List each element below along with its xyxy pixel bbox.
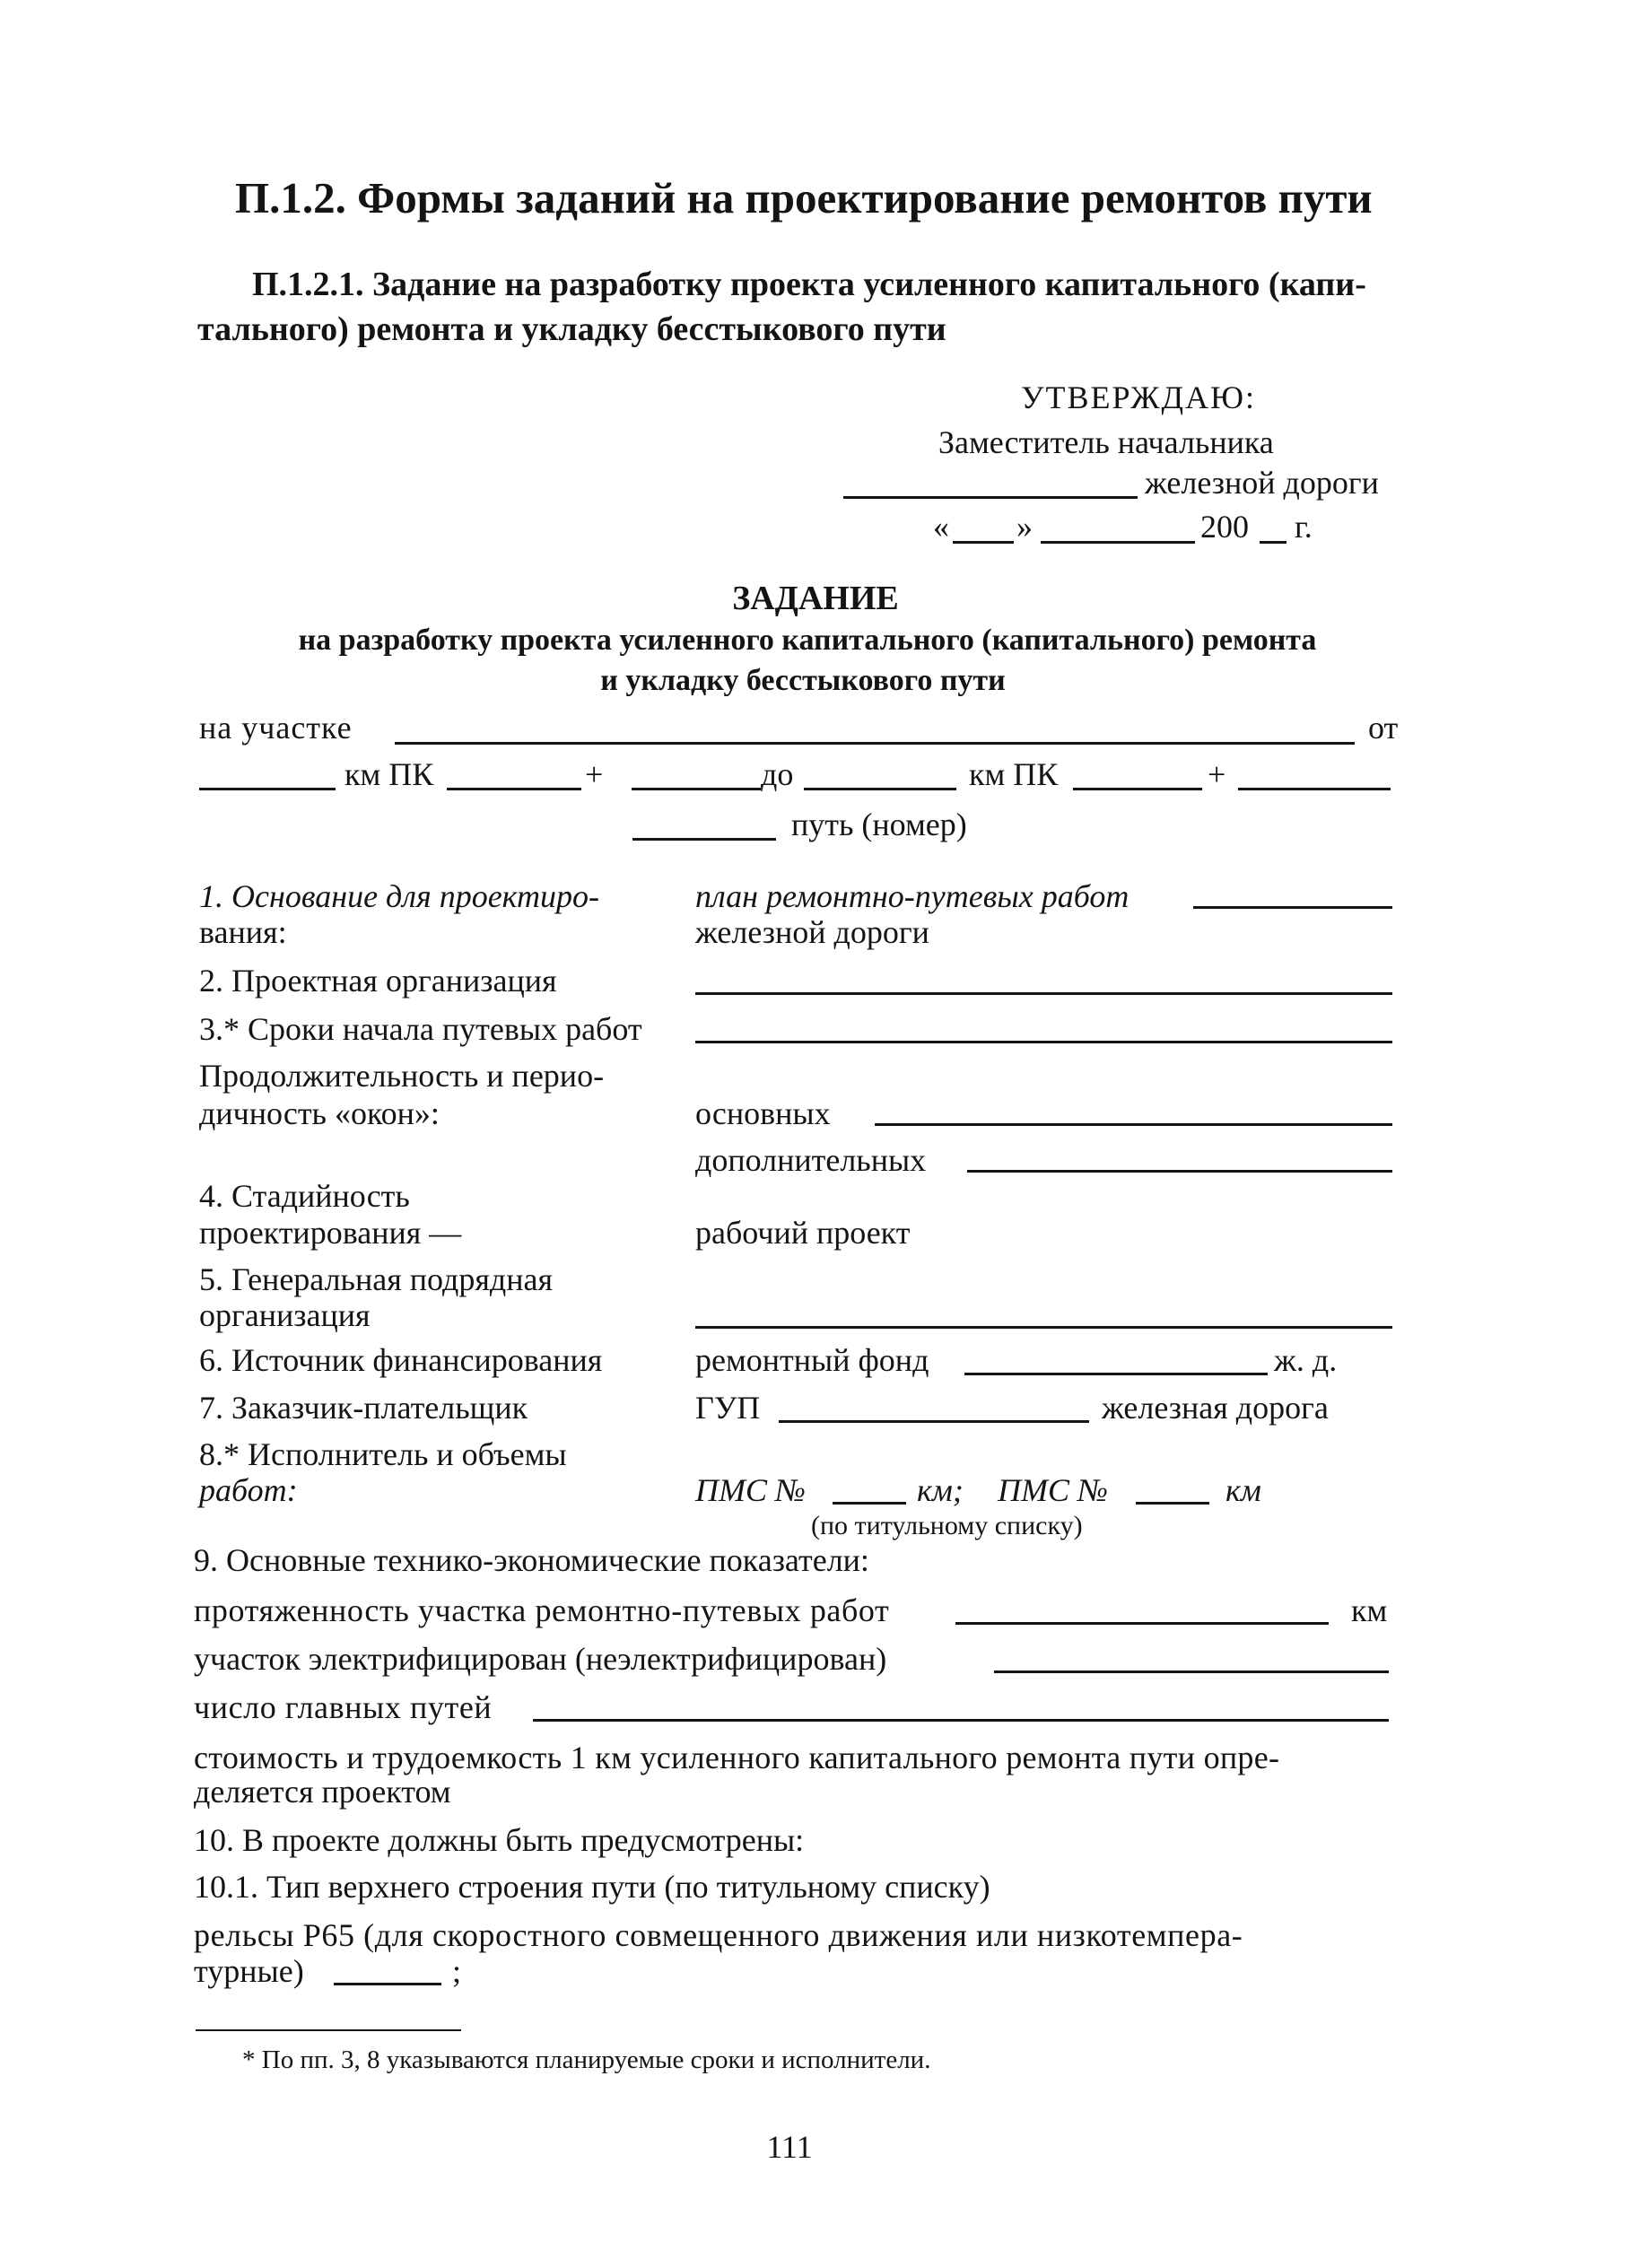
page-number: 111 bbox=[766, 2129, 813, 2165]
provisions-rails-2: турные) bbox=[194, 1953, 304, 1989]
item-5-label-2: организация bbox=[199, 1297, 371, 1333]
indicators-tracks-blank bbox=[533, 1719, 1389, 1722]
approval-month-blank bbox=[1041, 541, 1195, 544]
approval-title: УТВЕРЖДАЮ: bbox=[1021, 379, 1257, 415]
task-subtitle-2: и укладку бесстыкового пути bbox=[600, 664, 1006, 697]
item-3-label: 3.* Сроки начала путевых работ bbox=[199, 1011, 642, 1047]
item-8-pms-1-blank bbox=[833, 1502, 906, 1505]
approval-day-blank bbox=[953, 541, 1014, 544]
item-5-label-1: 5. Генеральная подрядная bbox=[199, 1261, 553, 1297]
section-title: П.1.2. Формы заданий на проектирование ремонтов пути bbox=[235, 173, 1373, 222]
approval-year-blank bbox=[1260, 541, 1286, 544]
provisions-rails-blank bbox=[334, 1983, 441, 1985]
indicators-electrified-blank bbox=[994, 1670, 1389, 1673]
subsection-title-line-1: П.1.2.1. Задание на разработку проекта усиленного капитального (капи- bbox=[252, 266, 1366, 303]
to-pk-blank bbox=[1073, 788, 1202, 790]
item-2-blank bbox=[695, 992, 1392, 995]
from-plus-blank bbox=[632, 788, 761, 790]
duration-label-2: дичность «окон»: bbox=[199, 1095, 440, 1131]
duration-extra-blank bbox=[967, 1170, 1392, 1173]
approval-quote-close: » bbox=[1016, 509, 1033, 545]
item-6-blank bbox=[964, 1373, 1268, 1375]
indicators-cost-2: деляется проектом bbox=[194, 1774, 451, 1810]
from-km-blank bbox=[199, 788, 336, 790]
track-label: путь (номер) bbox=[791, 807, 967, 842]
provisions-rails-end: ; bbox=[452, 1953, 462, 1989]
provisions-rails-1: рельсы Р65 (для скоростного совмещенного движения или низкотемпера- bbox=[194, 1917, 1243, 1953]
item-5-blank bbox=[695, 1326, 1392, 1329]
item-8-pms-1: ПМС № bbox=[695, 1472, 806, 1508]
indicators-length-blank bbox=[955, 1622, 1329, 1625]
item-6-value: ремонтный фонд bbox=[695, 1342, 929, 1378]
item-8-pms-2-blank bbox=[1136, 1502, 1209, 1505]
approval-position: Заместитель начальника bbox=[938, 424, 1274, 460]
approval-railway-blank bbox=[843, 496, 1138, 499]
approval-railway: железной дороги bbox=[1145, 465, 1379, 501]
indicators-length-unit: км bbox=[1351, 1592, 1388, 1628]
item-3-blank bbox=[695, 1041, 1392, 1043]
duration-extra-label: дополнительных bbox=[695, 1142, 927, 1178]
subsection-title-line-2: тального) ремонта и укладку бесстыкового пути bbox=[197, 310, 946, 348]
item-4-label-2: проектирования — bbox=[199, 1215, 462, 1251]
location-label: на участке bbox=[199, 710, 353, 746]
item-4-value: рабочий проект bbox=[695, 1215, 911, 1251]
footnote: * По пп. 3, 8 указываются планируемые сроки и исполнители. bbox=[242, 2046, 931, 2074]
item-7-value: ГУП bbox=[695, 1390, 761, 1426]
from-pk-blank bbox=[447, 788, 581, 790]
approval-quote-open: « bbox=[933, 509, 949, 545]
item-8-km-2: км bbox=[1225, 1472, 1261, 1508]
item-8-pms-2: ПМС № bbox=[998, 1472, 1108, 1508]
item-1-label-1: 1. Основание для проектиро- bbox=[199, 878, 600, 914]
duration-main-blank bbox=[875, 1123, 1392, 1126]
item-7-suffix: железная дорога bbox=[1102, 1390, 1329, 1426]
item-1-value-2: железной дороги bbox=[695, 914, 929, 950]
duration-label-1: Продолжительность и перио- bbox=[199, 1058, 605, 1094]
indicators-electrified: участок электрифицирован (неэлектрифицирован) bbox=[194, 1641, 887, 1677]
task-subtitle-1: на разработку проекта усиленного капитального (капитального) ремонта bbox=[298, 624, 1317, 657]
item-1-value-1: план ремонтно-путевых работ bbox=[695, 878, 1129, 914]
item-6-label: 6. Источник финансирования bbox=[199, 1342, 603, 1378]
item-8-km-1: км; bbox=[917, 1472, 964, 1508]
item-7-label: 7. Заказчик-плательщик bbox=[199, 1390, 528, 1426]
track-number-blank bbox=[632, 838, 776, 841]
item-2-label: 2. Проектная организация bbox=[199, 963, 557, 999]
to-label: до bbox=[761, 756, 794, 792]
from-km-pk: км ПК bbox=[345, 756, 434, 792]
to-km-pk: км ПК bbox=[969, 756, 1059, 792]
provisions-sub-1: 10.1. Тип верхнего строения пути (по титульному списку) bbox=[194, 1869, 990, 1905]
indicators-cost-1: стоимость и трудоемкость 1 км усиленного капитального ремонта пути опре- bbox=[194, 1740, 1280, 1775]
to-plus: + bbox=[1208, 756, 1226, 792]
item-8-label-2: работ: bbox=[199, 1472, 298, 1508]
duration-main-label: основных bbox=[695, 1095, 831, 1131]
item-1-blank bbox=[1193, 906, 1392, 909]
item-8-label-1: 8.* Исполнитель и объемы bbox=[199, 1436, 567, 1472]
item-4-label-1: 4. Стадийность bbox=[199, 1178, 410, 1214]
provisions-title: 10. В проекте должны быть предусмотрены: bbox=[194, 1822, 805, 1858]
footnote-separator bbox=[196, 2029, 461, 2031]
indicators-title: 9. Основные технико-экономические показатели: bbox=[194, 1542, 869, 1578]
item-6-suffix: ж. д. bbox=[1274, 1342, 1338, 1378]
to-km-blank bbox=[804, 788, 956, 790]
task-title: ЗАДАНИЕ bbox=[732, 580, 899, 617]
approval-year-suffix: г. bbox=[1295, 509, 1313, 545]
from-plus: + bbox=[585, 756, 604, 792]
location-blank bbox=[395, 742, 1355, 745]
item-8-note: (по титульному списку) bbox=[811, 1511, 1083, 1540]
item-7-blank bbox=[779, 1420, 1089, 1423]
approval-year: 200 bbox=[1200, 509, 1249, 545]
to-plus-blank bbox=[1238, 788, 1391, 790]
indicators-length: протяженность участка ремонтно-путевых работ bbox=[194, 1592, 890, 1628]
location-from: от bbox=[1368, 710, 1399, 746]
item-1-label-2: вания: bbox=[199, 914, 287, 950]
indicators-tracks: число главных путей bbox=[194, 1689, 493, 1725]
